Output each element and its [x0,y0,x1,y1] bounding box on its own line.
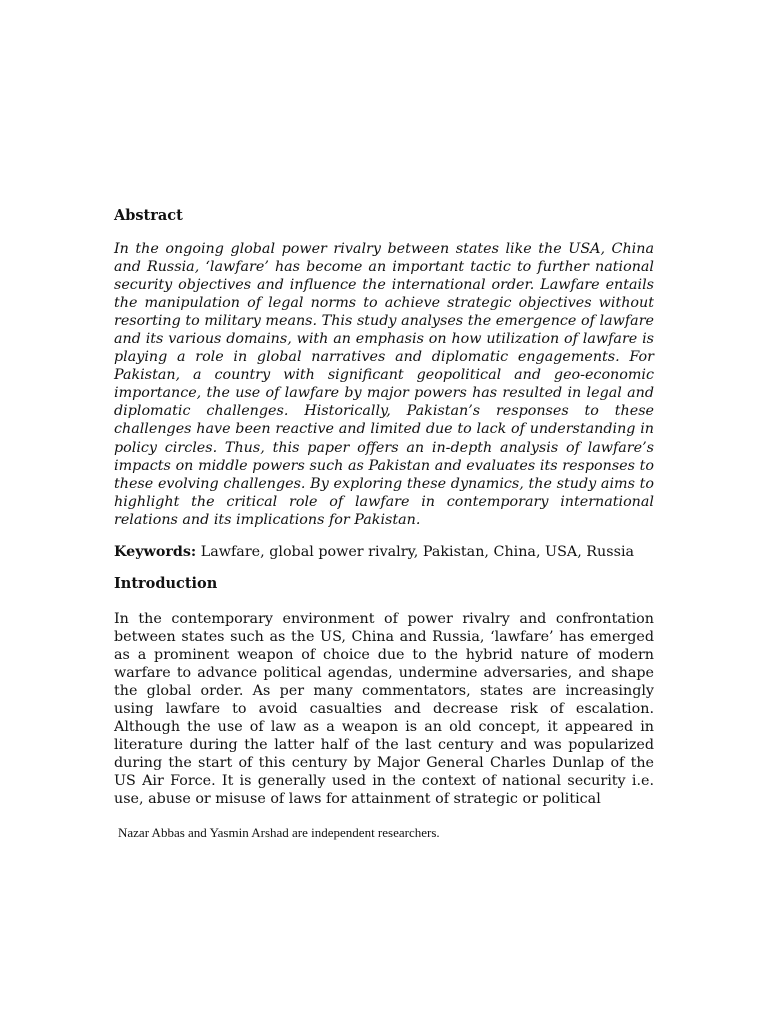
introduction-heading: Introduction [114,575,218,592]
document-page [114,0,654,1024]
abstract-paragraph: In the ongoing global power rivalry between states like the USA, China and Russia, ‘lawfare’ has become an important tactic to further national security objectives and influence the international order. Lawfare entails the manipulation of legal norms to achieve strategic objectives without resorting to military means. This study analyses the emergence of lawfare and its various domains, with an emphasis on how utilization of lawfare is playing a role in global narratives and diplomatic engagements. For Pakistan, a country with significant geopolitical and geo-economic importance, the use of lawfare by major powers has resulted in legal and diplomatic challenges. Historically, Pakistan’s responses to these challenges have been reactive and limited due to lack of understanding in policy circles. Thus, this paper offers an in-depth analysis of lawfare’s impacts on middle powers such as Pakistan and evaluates its responses to these evolving challenges. By exploring these dynamics, the study aims to highlight the critical role of lawfare in contemporary international relations and its implications for Pakistan. [114,241,654,528]
abstract-heading: Abstract [114,207,183,224]
keywords-label: Keywords: [114,544,197,560]
keywords-line [114,543,674,561]
author-footnote: Nazar Abbas and Yasmin Arshad are independent researchers. [118,825,440,840]
keywords-value: Lawfare, global power rivalry, Pakistan, China, USA, Russia [196,544,635,560]
introduction-paragraph: In the contemporary environment of power rivalry and confrontation between states such as the US, China and Russia, ‘lawfare’ has emerged as a prominent weapon of choice due to the hybrid nature of modern warfare to advance political agendas, undermine adversaries, and shape the global order. As per many commentators, states are increasingly using lawfare to avoid casualties and decrease risk of escalation. Although the use of law as a weapon is an old concept, it appeared in literature during the latter half of the last century and was popularized during the start of this century by Major General Charles Dunlap of the US Air Force. It is generally used in the context of national security i.e. use, abuse or misuse of laws for attainment of strategic or political [114,611,654,808]
